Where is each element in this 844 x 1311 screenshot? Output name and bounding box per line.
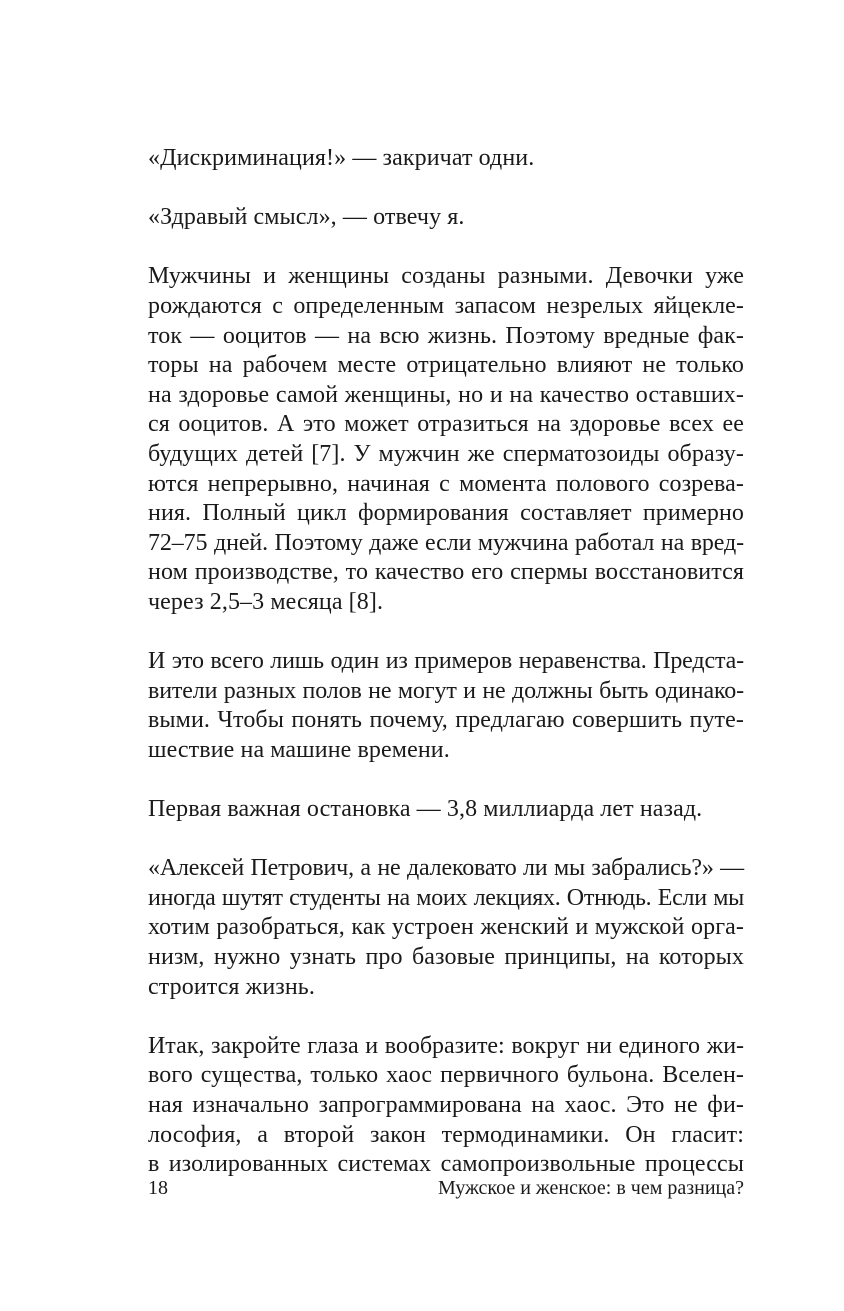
text-line: будущих детей [7]. У мужчин же сперматозоиды образу- <box>148 440 744 467</box>
text-line: низм, нужно узнать про базовые принципы, на которых <box>148 944 744 971</box>
paragraph-1 <box>148 144 744 174</box>
text-line: ся ооцитов. А это может отразиться на здоровье всех ее <box>148 411 744 438</box>
text-line: 72–75 дней. Поэтому даже если мужчина работал на вред- <box>148 529 744 556</box>
text-line: торы на рабочем месте отрицательно влияют не только <box>148 352 744 379</box>
paragraph-2 <box>148 203 744 233</box>
text-line: вого существа, только хаос первичного бульона. Вселен- <box>148 1062 744 1089</box>
text-line: Итак, закройте глаза и вообразите: вокруг ни единого жи- <box>148 1032 744 1059</box>
text-line: «Здравый смысл», — отвечу я. <box>148 204 465 231</box>
paragraph-6 <box>148 854 744 1002</box>
page-number: 18 <box>148 1177 168 1199</box>
paragraph-7 <box>148 1032 744 1180</box>
text-line: хотим разобраться, как устроен женский и мужской орга- <box>148 914 744 941</box>
text-line: вители разных полов не могут и не должны быть одинако- <box>148 677 744 704</box>
paragraph-5 <box>148 795 744 825</box>
text-line: шествие на машине времени. <box>148 736 450 763</box>
text-line: ном производстве, то качество его спермы восстановится <box>148 559 744 586</box>
text-line: иногда шутят студенты на моих лекциях. Отнюдь. Если мы <box>148 884 744 911</box>
text-line: ния. Полный цикл формирования составляет примерно <box>148 500 744 527</box>
text-line: Первая важная остановка — 3,8 миллиарда лет назад. <box>148 796 703 823</box>
text-line: «Алексей Петрович, а не далековато ли мы забрались?» — <box>148 855 744 882</box>
text-line: в изолированных системах самопроизвольные процессы <box>148 1151 744 1178</box>
paragraph-3 <box>148 262 744 617</box>
text-line: И это всего лишь один из примеров неравенства. Предста- <box>148 648 744 675</box>
body-text <box>148 144 744 1209</box>
text-line: на здоровье самой женщины, но и на качество оставших- <box>148 381 744 408</box>
text-line: выми. Чтобы понять почему, предлагаю совершить путе- <box>148 707 744 734</box>
text-line: «Дискриминация!» — закричат одни. <box>148 145 535 171</box>
text-line: через 2,5–3 месяца [8]. <box>148 588 384 615</box>
text-line: лософия, а второй закон термодинамики. Он гласит: <box>148 1121 744 1148</box>
text-line: ная изначально запрограммирована на хаос. Это не фи- <box>148 1092 744 1118</box>
paragraph-4 <box>148 647 744 765</box>
text-line: рождаются с определенным запасом незрелых яйцекле- <box>148 292 744 319</box>
text-line: Мужчины и женщины созданы разными. Девочки уже <box>148 263 744 290</box>
text-line: строится жизнь. <box>148 973 315 1000</box>
text-line: ток — ооцитов — на всю жизнь. Поэтому вредные фак- <box>148 322 744 349</box>
running-title: Мужское и женское: в чем разница? <box>438 1177 744 1199</box>
text-line: ются непрерывно, начиная с момента полового созрева- <box>148 470 744 497</box>
